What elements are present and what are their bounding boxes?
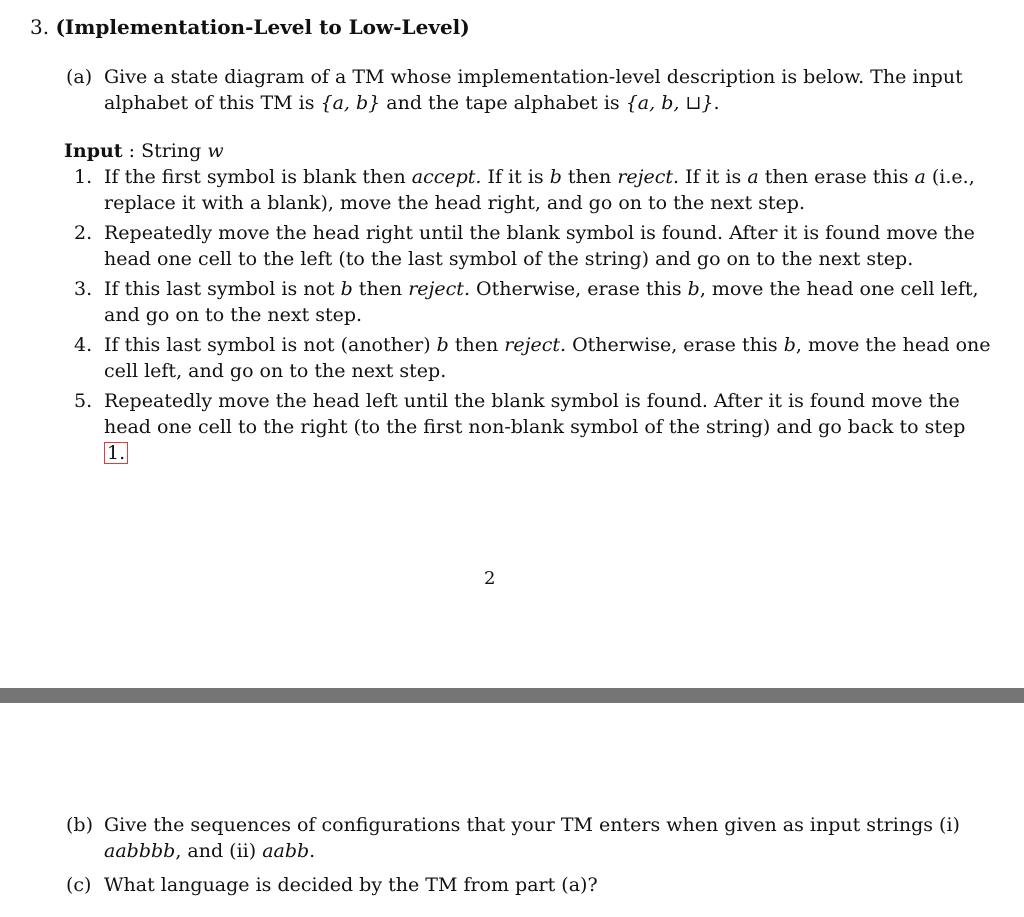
input-label: Input [64, 140, 123, 162]
input-alphabet: {a, b} [320, 92, 381, 114]
step-text: then [352, 278, 409, 300]
part-b-text-2: , and (ii) [175, 840, 263, 862]
input-string-1: aabbbb [104, 840, 176, 862]
step-text: accept. [411, 166, 482, 188]
steps-list [74, 164, 994, 470]
question-title: (Implementation-Level to Low-Level) [55, 15, 470, 39]
part-b-text [104, 812, 984, 864]
step-number: 4. [74, 334, 93, 356]
step-2 [74, 220, 994, 272]
step-text: b [549, 166, 562, 188]
part-a-text-3: . [713, 92, 720, 114]
step-3 [74, 276, 994, 328]
part-c-label: (c) [66, 874, 92, 896]
part-a-text-1: Give a state diagram of a TM whose implementation-level description is below. The input alphabet of this TM is [104, 66, 963, 114]
step-text: If it is [679, 166, 748, 188]
step-text: Otherwise, erase this [469, 278, 688, 300]
part-a-label: (a) [66, 66, 93, 88]
page-divider [0, 688, 1024, 703]
step-number: 2. [74, 222, 93, 244]
step-text: b [436, 334, 449, 356]
input-string-2: aabb [262, 840, 310, 862]
step-text: then erase this [758, 166, 915, 188]
step-text: If this last symbol is not [104, 278, 341, 300]
step-text: b [340, 278, 353, 300]
input-var: w [207, 140, 224, 162]
input-line [64, 138, 224, 164]
tape-alphabet: {a, b, ⊔} [625, 92, 714, 114]
input-text: String [141, 140, 208, 162]
step-number: 5. [74, 390, 93, 412]
input-sep: : [122, 140, 142, 162]
part-b-label: (b) [66, 814, 93, 836]
step-text: , move the head one cell left, and go on to the next step. [104, 334, 991, 382]
step-4 [74, 332, 994, 384]
part-b-text-3: . [309, 840, 316, 862]
question-heading [30, 14, 470, 40]
step-number: 3. [74, 278, 93, 300]
step-text: b [783, 334, 796, 356]
step-text: If the first symbol is blank then [104, 166, 412, 188]
step-text: Repeatedly move the head right until the blank symbol is found. After it is found move the head one cell to the left (to the last symbol of the string) and go on to the next step. [104, 222, 975, 270]
step-text: Otherwise, erase this [566, 334, 784, 356]
question-number: 3. [30, 15, 50, 39]
step-text: a [747, 166, 759, 188]
part-a-text [104, 64, 984, 116]
step-text: then [561, 166, 618, 188]
part-c-text: What language is decided by the TM from part (a)? [104, 874, 598, 896]
step-text: Repeatedly move the head left until the blank symbol is found. After it is found move the head one cell to the right (to the first non-blank symbol of the string) and go back to step [104, 390, 966, 438]
step-text: If this last symbol is not (another) [104, 334, 437, 356]
step-text: then [448, 334, 505, 356]
step-text: reject. [504, 334, 567, 356]
page-number: 2 [484, 568, 496, 589]
step-text: reject. [408, 278, 470, 300]
part-a-text-2: and the tape alphabet is [380, 92, 626, 114]
step-number: 1. [74, 166, 93, 188]
step-text: (i.e., replace it with a blank), move the head right, and go on to the next step. [104, 166, 975, 214]
step-text: a [914, 166, 926, 188]
step-text: b [687, 278, 700, 300]
step-text: , move the head one cell left, and go on to the next step. [104, 278, 979, 326]
part-b-text-1: Give the sequences of configurations that your TM enters when given as input strings (i) [104, 814, 960, 836]
step-5 [74, 388, 994, 466]
step-1 [74, 164, 994, 216]
step-text: reject. [617, 166, 680, 188]
step-text: If it is [481, 166, 550, 188]
step-reference-link[interactable]: 1. [104, 442, 128, 464]
